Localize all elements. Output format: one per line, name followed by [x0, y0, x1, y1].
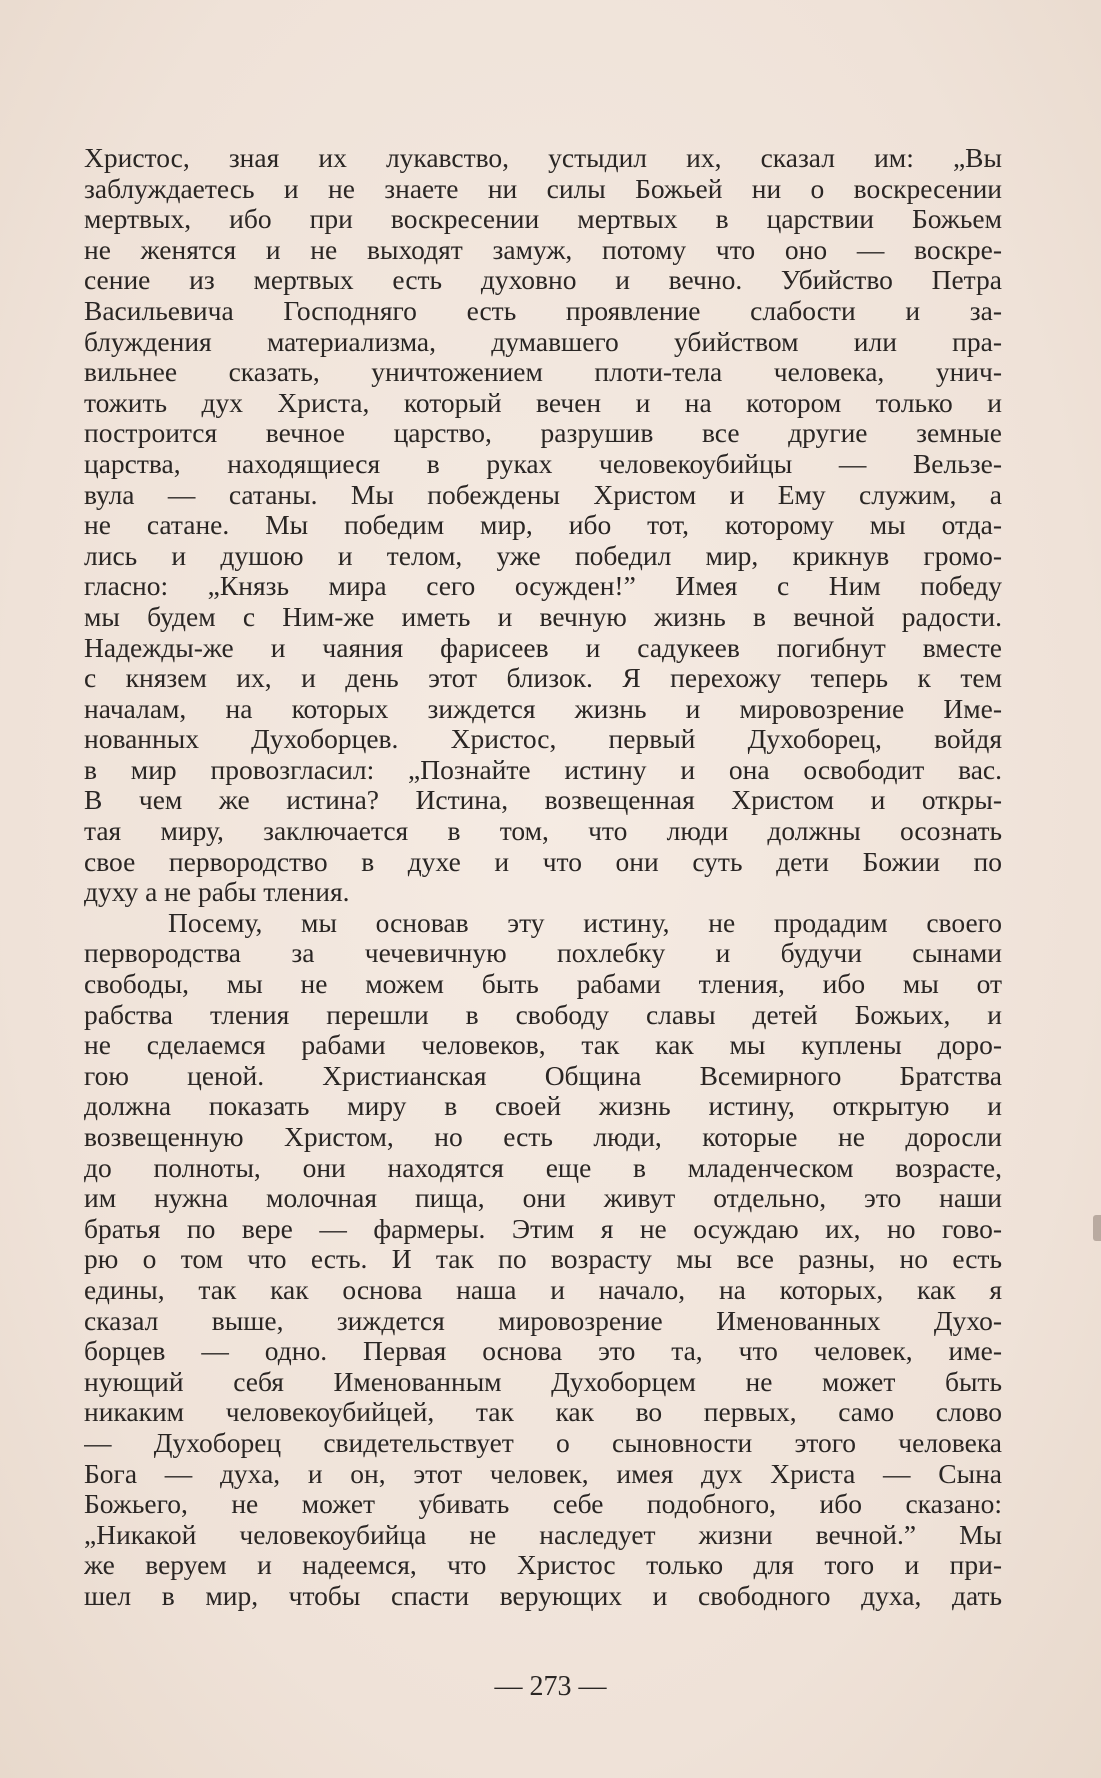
text-line: сказал выше, зиждется мировозрение Именованных Духо- — [84, 1305, 1002, 1336]
text-line: должна показать миру в своей жизнь истину, открытую и — [84, 1091, 1002, 1122]
text-line: братья по вере — фармеры. Этим я не осуждаю их, но гово- — [84, 1213, 1002, 1244]
text-line: едины, так как основа наша и начало, на которых, как я — [84, 1274, 1002, 1305]
text-line: Васильевича Господняго есть проявление слабости и за- — [84, 295, 1002, 326]
page-edge-mark — [1093, 1215, 1101, 1241]
text-line: возвещенную Христом, но есть люди, которые не доросли — [84, 1122, 1002, 1152]
text-line: тая миру, заключается в том, что люди должны осознать — [84, 816, 1002, 847]
text-line: же веруем и надеемся, что Христос только для того и при- — [84, 1550, 1002, 1581]
text-line: не сатане. Мы победим мир, ибо тот, которому мы отда- — [84, 510, 1002, 541]
text-line: им нужна молочная пища, они живут отдельно, это наши — [84, 1183, 1002, 1214]
text-line: Бога — духа, и он, этот человек, имея дух Христа — Сына — [84, 1458, 1002, 1489]
text-line: никаким человекоубийцей, так как во первых, само слово — [84, 1397, 1002, 1428]
text-line: рабства тления перешли в свободу славы детей Божьих, и — [84, 999, 1002, 1030]
text-line: свое первородство в духе и что они суть дети Божии по — [84, 846, 1002, 877]
text-line: шел в мир, чтобы спасти верующих и свободного духа, дать — [84, 1580, 1002, 1611]
text-line: с князем их, и день этот близок. Я перехожу теперь к тем — [84, 663, 1002, 694]
text-line: Христос, зная их лукавство, устыдил их, сказал им: „Вы — [84, 143, 1002, 173]
page-number: — 273 — — [494, 1671, 607, 1702]
paragraph-start-line: Посему, мы основав эту истину, не продадим своего — [168, 907, 1002, 938]
text-line: в мир провозгласил: „Познайте истину и она освободит вас. — [84, 754, 1002, 785]
text-line: не сделаемся рабами человеков, так как мы куплены доро- — [84, 1030, 1002, 1061]
text-line: борцев — одно. Первая основа это та, что человек, име- — [84, 1336, 1002, 1367]
text-line: „Никакой человекоубийца не наследует жизни вечной.” Мы — [84, 1519, 1002, 1550]
paragraph-end-line: духу а не рабы тления. — [84, 877, 350, 908]
text-line: лись и душою и телом, уже победил мир, крикнув громо- — [84, 540, 1002, 571]
text-line: мертвых, ибо при воскресении мертвых в царствии Божьем — [84, 204, 1002, 235]
text-line: первородства за чечевичную похлебку и будучи сынами — [84, 938, 1002, 969]
text-line: гласно: „Князь мира сего осужден!” Имея с Ним победу — [84, 571, 1002, 602]
text-line: блуждения материализма, думавшего убийством или пра- — [84, 326, 1002, 357]
text-line: мы будем с Ним-же иметь и вечную жизнь в вечной радости. — [84, 601, 1002, 632]
text-line: нующий себя Именованным Духоборцем не может быть — [84, 1366, 1002, 1397]
text-line: сение из мертвых есть духовно и вечно. Убийство Петра — [84, 265, 1002, 296]
text-line: царства, находящиеся в руках человекоубийцы — Вельзе- — [84, 448, 1002, 479]
text-line: рю о том что есть. И так по возрасту мы все разны, но есть — [84, 1244, 1002, 1275]
text-line: началам, на которых зиждется жизнь и мировозрение Име- — [84, 693, 1002, 724]
text-line: свободы, мы не можем быть рабами тления, ибо мы от — [84, 969, 1002, 1000]
text-line: В чем же истина? Истина, возвещенная Христом и откры- — [84, 785, 1002, 816]
text-line: Божьего, не может убивать себе подобного, ибо сказано: — [84, 1489, 1002, 1520]
text-line: — Духоборец свидетельствует о сыновности этого человека — [84, 1427, 1002, 1458]
text-line: вильнее сказать, уничтожением плоти-тела человека, унич- — [84, 357, 1002, 388]
text-line: не женятся и не выходят замуж, потому что оно — воскре- — [84, 234, 1002, 265]
text-line: Надежды-же и чаяния фарисеев и садукеев погибнут вместе — [84, 632, 1002, 663]
text-line: нованных Духоборцев. Христос, первый Духоборец, войдя — [84, 724, 1002, 755]
text-line: построится вечное царство, разрушив все другие земные — [84, 418, 1002, 449]
body-text — [84, 143, 1002, 1612]
text-line: заблуждаетесь и не знаете ни силы Божьей ни о воскресении — [84, 173, 1002, 204]
text-line: вула — сатаны. Мы побеждены Христом и Ему служим, а — [84, 479, 1002, 510]
text-line: до полноты, они находятся еще в младенческом возрасте, — [84, 1152, 1002, 1183]
text-line: гою ценой. Христианская Община Всемирного Братства — [84, 1060, 1002, 1091]
text-line: тожить дух Христа, который вечен и на котором только и — [84, 387, 1002, 418]
